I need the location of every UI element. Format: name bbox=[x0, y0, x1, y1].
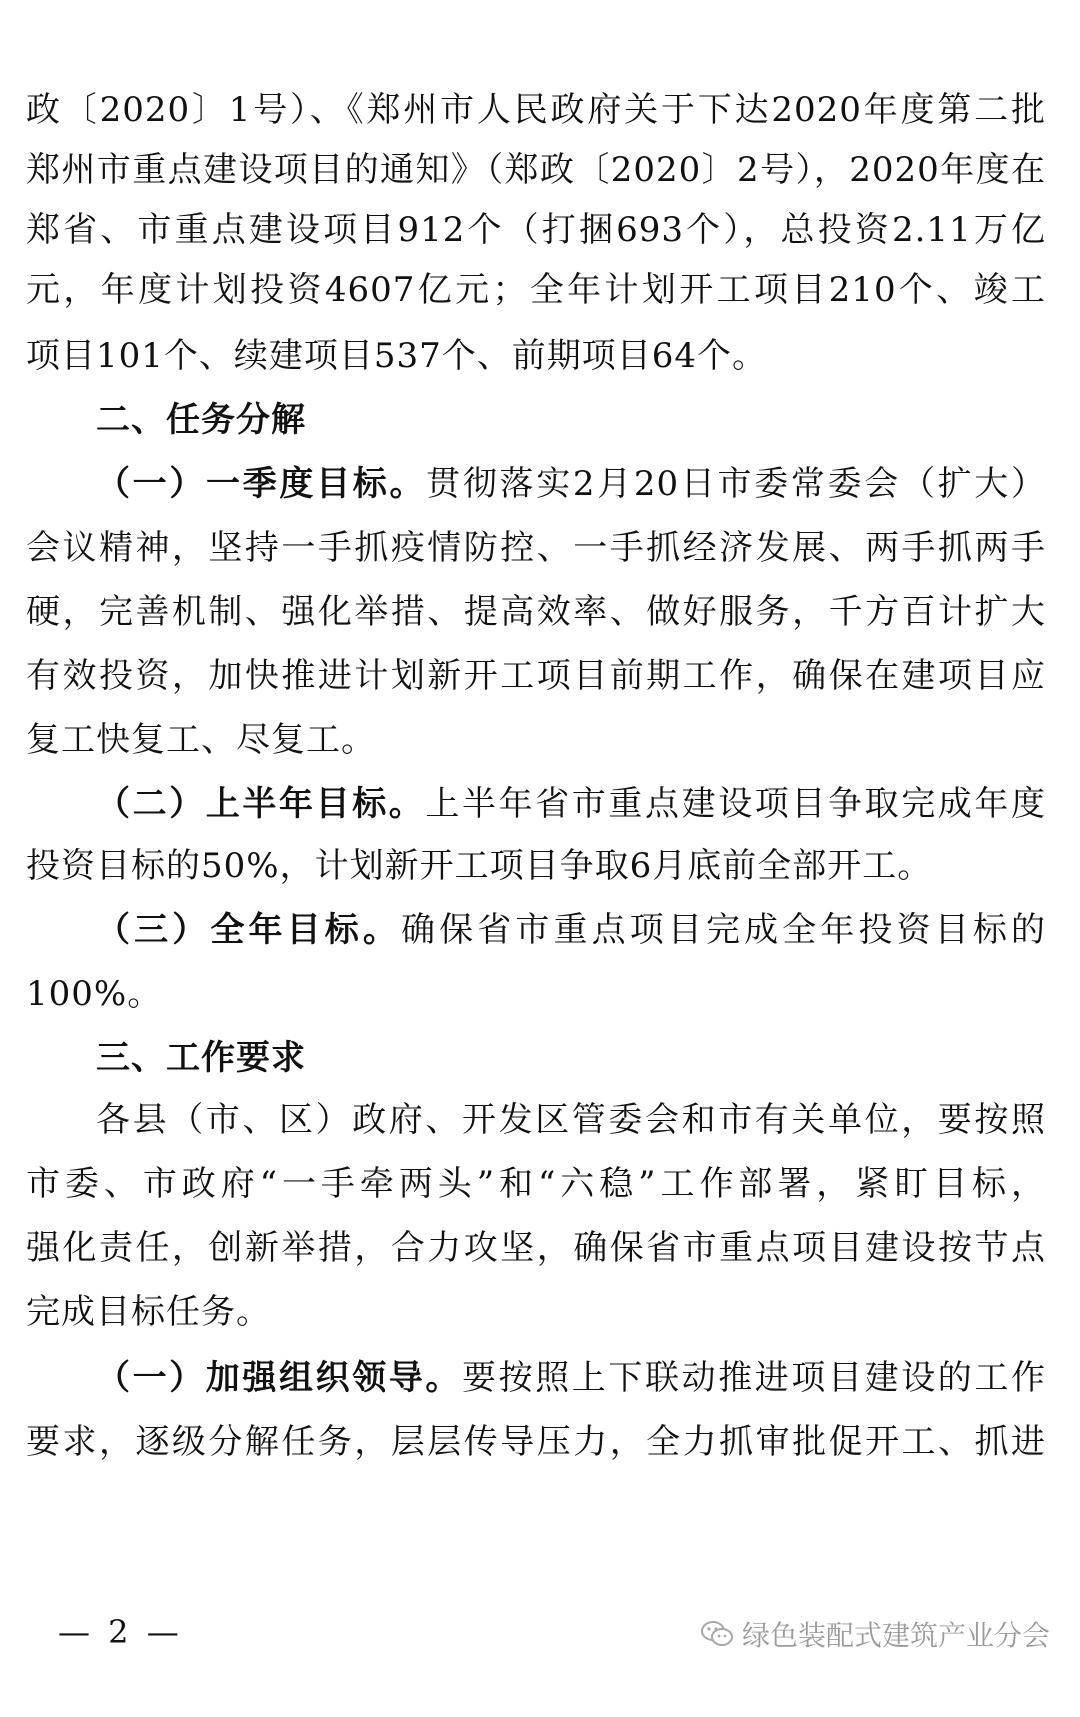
text-line: 投资目标的50%，计划新开工项目争取6月底前全部开工。 bbox=[26, 846, 933, 886]
text-line: 各县（市、区）政府、开发区管委会和市有关单位，要按照 bbox=[96, 1100, 1046, 1140]
text-line: 政〔2020〕1号）、《郑州市人民政府关于下达2020年度第二批 bbox=[26, 90, 1046, 130]
page-number: — 2 — bbox=[58, 1613, 183, 1651]
watermark bbox=[700, 1614, 1050, 1654]
text-line: 市委、市政府“一手牵两头”和“六稳”工作部署，紧盯目标， bbox=[26, 1164, 1046, 1204]
text-line: 郑州市重点建设项目的通知》（郑政〔2020〕2号），2020年度在 bbox=[26, 150, 1046, 190]
text-line: 复工快复工、尽复工。 bbox=[26, 720, 376, 760]
item-title: （一）加强组织领导。 bbox=[96, 1358, 462, 1398]
paragraph-first-line bbox=[96, 1356, 1046, 1400]
paragraph-first-line bbox=[96, 782, 1046, 826]
text-line: 强化责任，创新举措，合力攻坚，确保省市重点项目建设按节点 bbox=[26, 1228, 1046, 1268]
wechat-icon bbox=[700, 1619, 734, 1649]
text-line: 有效投资，加快推进计划新开工项目前期工作，确保在建项目应 bbox=[26, 656, 1046, 696]
watermark-text: 绿色装配式建筑产业分会 bbox=[742, 1619, 1051, 1652]
item-text: 贯彻落实2月20日市委常委会（扩大） bbox=[426, 464, 1046, 504]
item-title: （二）上半年目标。 bbox=[96, 784, 426, 824]
text-line: 要求，逐级分解任务，层层传导压力，全力抓审批促开工、抓进 bbox=[26, 1422, 1046, 1462]
text-line: 元，年度计划投资4607亿元；全年计划开工项目210个、竣工 bbox=[26, 270, 1046, 310]
paragraph-first-line bbox=[96, 908, 1046, 952]
section-heading: 三、工作要求 bbox=[96, 1038, 306, 1078]
item-text: 确保省市重点项目完成全年投资目标的 bbox=[401, 910, 1046, 950]
text-line: 会议精神，坚持一手抓疫情防控、一手抓经济发展、两手抓两手 bbox=[26, 528, 1046, 568]
item-title: （一）一季度目标。 bbox=[96, 464, 427, 504]
section-heading: 二、任务分解 bbox=[96, 400, 306, 440]
paragraph-first-line bbox=[96, 462, 1046, 506]
text-line: 完成目标任务。 bbox=[26, 1292, 271, 1332]
text-line: 硬，完善机制、强化举措、提高效率、做好服务，千方百计扩大 bbox=[26, 592, 1046, 632]
text-line: 郑省、市重点建设项目912个（打捆693个），总投资2.11万亿 bbox=[26, 210, 1046, 250]
item-text: 要按照上下联动推进项目建设的工作 bbox=[462, 1358, 1046, 1398]
item-text: 上半年省市重点建设项目争取完成年度 bbox=[425, 784, 1047, 824]
text-line: 项目101个、续建项目537个、前期项目64个。 bbox=[26, 336, 768, 376]
item-title: （三）全年目标。 bbox=[96, 910, 401, 950]
text-line: 100%。 bbox=[26, 974, 163, 1014]
